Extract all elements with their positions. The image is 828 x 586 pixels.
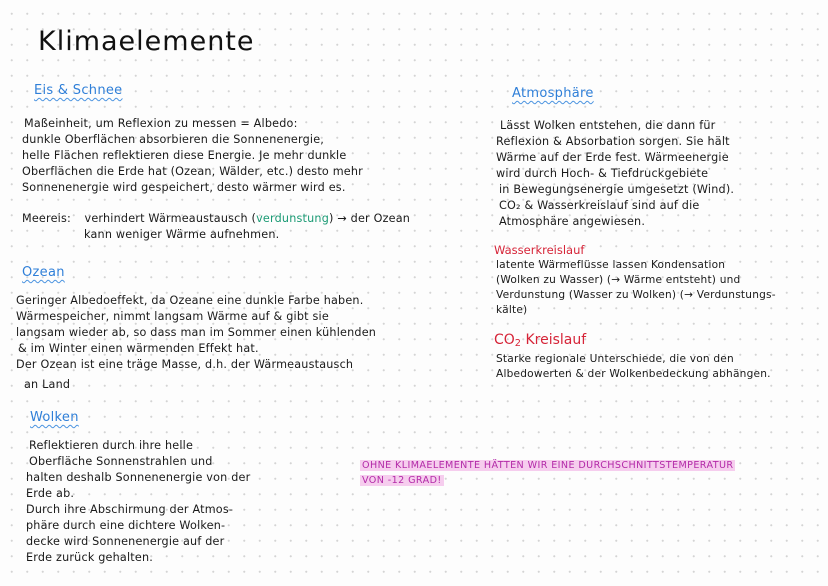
text-line: kälte) <box>496 304 528 316</box>
text-line: Geringer Albedoeffekt, da Ozeane eine dunkle Farbe haben. <box>16 294 364 307</box>
text-line: Erde ab. <box>26 487 75 500</box>
text-line: halten deshalb Sonnenenergie von der <box>26 471 251 484</box>
text-line: an Land <box>24 378 71 391</box>
heading-ozean: Ozean <box>22 265 65 280</box>
meereis-label: Meereis: <box>22 212 71 225</box>
text-line: helle Flächen reflektieren diese Energie. Je mehr dunkle <box>22 149 347 162</box>
meereis-note <box>22 211 410 243</box>
verdunstung-highlight: verdunstung <box>256 212 329 225</box>
eis-schnee-body <box>22 116 363 196</box>
text-line: Maßeinheit, um Reflexion zu messen = Albedo: <box>24 117 298 130</box>
heading-eis-schnee: Eis & Schnee <box>34 83 123 98</box>
ozean-body <box>16 293 376 393</box>
heading-wasserkreislauf: Wasserkreislauf <box>494 243 585 257</box>
text-line: decke wird Sonnenenergie auf der <box>26 535 225 548</box>
text-line: Lässt Wolken entstehen, die dann für <box>500 119 716 132</box>
text-line: Starke regionale Unterschiede, die von den <box>496 353 734 365</box>
text-line: Verdunstung (Wasser zu Wolken) (→ Verdunstungs- <box>496 289 776 301</box>
text-line: Durch ihre Abschirmung der Atmos- <box>26 503 234 516</box>
text-line: phäre durch eine dichtere Wolken- <box>26 519 226 532</box>
callout-line-1: OHNE KLIMAELEMENTE HÄTTEN WIR EINE DURCHSCHNITTSTEMPERATUR <box>362 460 734 471</box>
text-line: wird durch Hoch- & Tiefdruckgebiete <box>496 167 709 180</box>
text-line: Wärme auf der Erde fest. Wärmeenergie <box>496 151 729 164</box>
text-line: dunkle Oberflächen absorbieren die Sonnenenergie, <box>22 133 325 146</box>
text-line: Erde zurück gehalten. <box>26 551 154 564</box>
text-line: Reflexion & Absorbation sorgen. Sie hält <box>496 135 730 148</box>
heading-atmosphaere: Atmosphäre <box>512 86 594 101</box>
text-line: latente Wärmeflüsse lassen Kondensation <box>496 259 726 271</box>
meereis-text-after: ) → der Ozean <box>329 212 411 225</box>
meereis-line2: kann weniger Wärme aufnehmen. <box>84 228 280 241</box>
text-line: Oberflächen die Erde hat (Ozean, Wälder, etc.) desto mehr <box>22 165 363 178</box>
wasserkreislauf-body <box>496 258 776 318</box>
text-line: Oberfläche Sonnenstrahlen und <box>29 455 213 468</box>
wolken-body <box>26 438 250 566</box>
text-line: Sonnenenergie wird gespeichert, desto wärmer wird es. <box>22 181 346 194</box>
text-line: in Bewegungsenergie umgesetzt (Wind). <box>499 183 735 196</box>
text-line: & im Winter einen wärmenden Effekt hat. <box>18 342 259 355</box>
heading-co2-kreislauf: $CO_2$ Kreislauf <box>494 332 587 349</box>
atmosphaere-body <box>496 118 734 230</box>
co2-kreislauf-body <box>496 352 771 382</box>
text-line: Wärmespeicher, nimmt langsam Wärme auf & gibt sie <box>16 310 329 323</box>
text-line: Albedowerten & der Wolkenbedeckung abhängen. <box>496 368 771 380</box>
text-line: Der Ozean ist eine träge Masse, d.h. der Wärmeaustausch <box>16 358 354 371</box>
text-line: CO₂ & Wasserkreislauf sind auf die <box>499 199 700 212</box>
callout-line-2: VON -12 GRAD! <box>362 475 442 486</box>
page-title: Klimaelemente <box>38 26 255 57</box>
text-line: Atmosphäre angewiesen. <box>499 215 646 228</box>
text-line: langsam wieder ab, so dass man im Sommer einen kühlenden <box>16 326 377 339</box>
heading-wolken: Wolken <box>30 410 79 425</box>
meereis-text: verhindert Wärmeaustausch ( <box>84 212 257 225</box>
callout-note <box>360 458 735 488</box>
text-line: (Wolken zu Wasser) (→ Wärme entsteht) und <box>496 274 741 286</box>
text-line: Reflektieren durch ihre helle <box>29 439 194 452</box>
